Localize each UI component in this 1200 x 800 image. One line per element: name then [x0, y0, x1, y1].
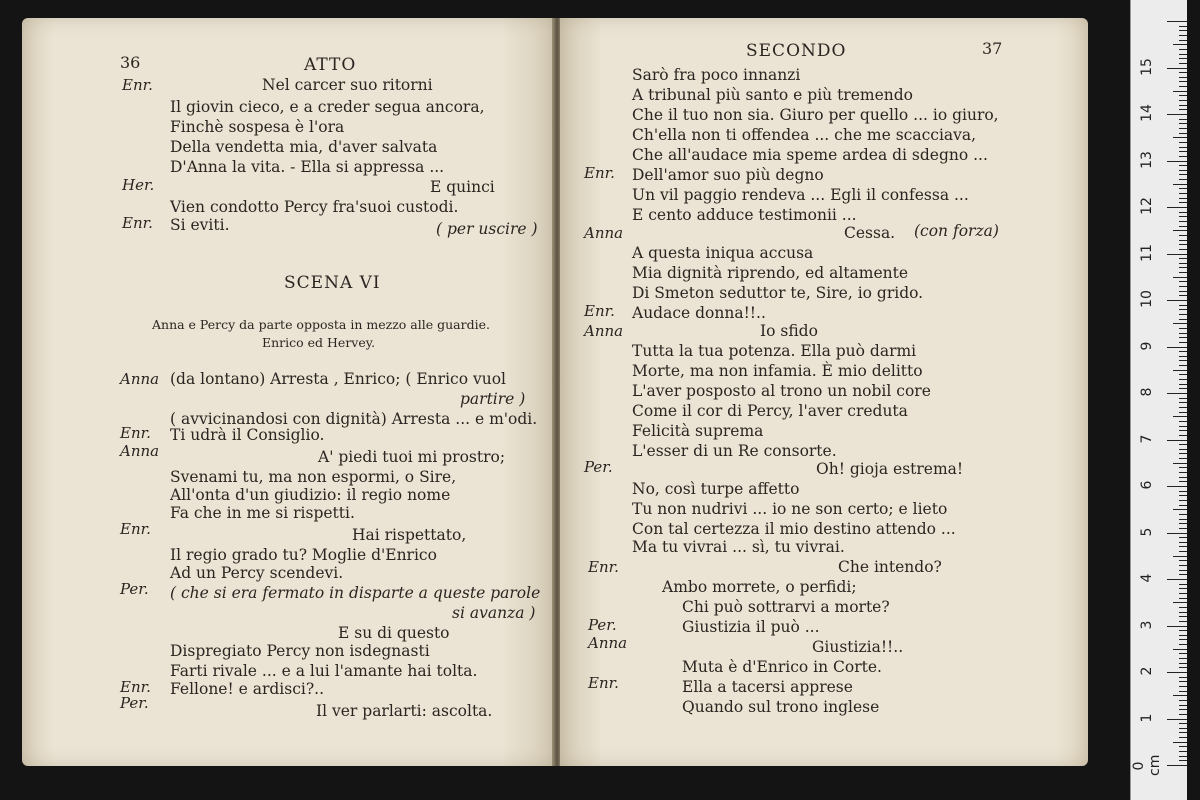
ruler-tick	[1179, 616, 1187, 617]
ruler-tick	[1179, 193, 1187, 194]
ruler-tick	[1179, 379, 1187, 380]
verse-line: No, così turpe affetto	[632, 480, 800, 498]
ruler-tick	[1167, 21, 1187, 22]
verse-line: L'aver posposto al trono un nobil core	[632, 382, 931, 400]
ruler-tick	[1179, 630, 1187, 631]
speaker: Enr.	[120, 424, 151, 442]
ruler-tick	[1173, 695, 1187, 696]
ruler-tick	[1179, 551, 1187, 552]
left-page	[22, 18, 554, 766]
ruler-tick	[1179, 263, 1187, 264]
ruler-tick	[1179, 514, 1187, 515]
verse-line: Dispregiato Percy non isdegnasti	[170, 642, 430, 660]
ruler-number: 12	[1139, 197, 1155, 215]
ruler-tick	[1173, 230, 1187, 231]
ruler-tick	[1179, 756, 1187, 757]
ruler-tick	[1179, 165, 1187, 166]
ruler-tick	[1167, 486, 1187, 487]
ruler-tick	[1179, 574, 1187, 575]
ruler-tick	[1167, 207, 1187, 208]
ruler-tick	[1179, 495, 1187, 496]
ruler-tick	[1179, 342, 1187, 343]
ruler-tick	[1179, 593, 1187, 594]
verse-line: Come il cor di Percy, l'aver creduta	[632, 402, 908, 420]
ruler-number: 1	[1139, 713, 1155, 722]
ruler-tick	[1179, 477, 1187, 478]
speaker: Enr.	[120, 678, 151, 696]
stage-direction: ( per uscire )	[436, 220, 538, 238]
ruler-tick	[1179, 142, 1187, 143]
verse-line: Con tal certezza il mio destino attendo ...	[632, 520, 956, 538]
speaker: Per.	[120, 694, 149, 712]
ruler-tick	[1179, 458, 1187, 459]
ruler-number: 10	[1139, 290, 1155, 308]
ruler-tick	[1179, 95, 1187, 96]
verse-line: Che all'audace mia speme ardea di sdegno ...	[632, 146, 988, 164]
ruler-tick	[1179, 314, 1187, 315]
ruler-tick	[1179, 612, 1187, 613]
ruler-tick	[1179, 537, 1187, 538]
ruler-tick	[1179, 212, 1187, 213]
ruler-tick	[1179, 709, 1187, 710]
ruler-tick	[1179, 588, 1187, 589]
ruler-tick	[1179, 128, 1187, 129]
ruler-tick	[1179, 481, 1187, 482]
running-head: SECONDO	[746, 41, 847, 61]
ruler-number: 4	[1139, 573, 1155, 583]
stage-direction: si avanza )	[452, 604, 536, 622]
ruler-tick	[1179, 244, 1187, 245]
ruler-tick	[1179, 240, 1187, 241]
ruler-tick	[1179, 174, 1187, 175]
ruler-tick	[1179, 500, 1187, 501]
verse-line: Ella a tacersi apprese	[682, 678, 853, 696]
ruler-number: 5	[1139, 527, 1155, 536]
ruler-tick	[1173, 277, 1187, 278]
verse-line: Si eviti.	[170, 216, 230, 234]
ruler-tick	[1179, 374, 1187, 375]
ruler-tick	[1179, 309, 1187, 310]
speaker: Anna	[584, 224, 624, 242]
verse-line: Chi può sottrarvi a morte?	[682, 598, 890, 616]
ruler-tick	[1179, 472, 1187, 473]
stage-direction: (con forza)	[914, 222, 999, 240]
ruler-tick	[1167, 579, 1187, 580]
ruler-tick	[1173, 649, 1187, 650]
verse-line: Giustizia il può ...	[682, 618, 820, 636]
verse-line: E quinci	[430, 178, 495, 196]
verse-line: Tutta la tua potenza. Ella può darmi	[632, 342, 917, 360]
ruler-tick	[1179, 430, 1187, 431]
measurement-ruler	[1130, 0, 1187, 800]
ruler-tick	[1179, 337, 1187, 338]
ruler-tick	[1173, 137, 1187, 138]
ruler-tick	[1167, 161, 1187, 162]
ruler-tick	[1179, 705, 1187, 706]
verse-line: E su di questo	[338, 624, 450, 642]
ruler-tick	[1179, 728, 1187, 729]
running-head: ATTO	[304, 55, 357, 75]
ruler-tick	[1179, 528, 1187, 529]
verse-line: Fellone! e ardisci?..	[170, 680, 325, 698]
ruler-tick	[1179, 691, 1187, 692]
ruler-tick	[1179, 249, 1187, 250]
ruler-tick	[1179, 737, 1187, 738]
ruler-tick	[1179, 700, 1187, 701]
verse-line: Morte, ma non infamia. È mio delitto	[632, 362, 923, 380]
ruler-tick	[1179, 226, 1187, 227]
speaker: Enr.	[588, 674, 619, 692]
verse-line: Ma tu vivrai ... sì, tu vivrai.	[632, 538, 845, 556]
ruler-tick	[1179, 560, 1187, 561]
ruler-tick	[1179, 81, 1187, 82]
ruler-tick	[1179, 388, 1187, 389]
ruler-tick	[1179, 216, 1187, 217]
ruler-number: 2	[1139, 666, 1155, 676]
ruler-tick	[1179, 221, 1187, 222]
ruler-tick	[1179, 188, 1187, 189]
ruler-tick	[1179, 435, 1187, 436]
verse-line: Farti rivale ... e a lui l'amante hai tolta.	[170, 662, 478, 680]
ruler-tick	[1173, 184, 1187, 185]
verse-line: Quando sul trono inglese	[682, 698, 880, 716]
speaker: Anna	[588, 634, 628, 652]
verse-line: Svenami tu, ma non espormi, o Sire,	[170, 468, 457, 486]
ruler-tick	[1179, 570, 1187, 571]
ruler-tick	[1179, 35, 1187, 36]
verse-line: A' piedi tuoi mi prostro;	[318, 448, 506, 466]
ruler-tick	[1167, 68, 1187, 69]
ruler-tick	[1179, 667, 1187, 668]
speaker: Enr.	[584, 302, 615, 320]
ruler-tick	[1179, 426, 1187, 427]
ruler-tick	[1179, 519, 1187, 520]
ruler-tick	[1179, 333, 1187, 334]
ruler-tick	[1179, 398, 1187, 399]
speaker: Enr.	[584, 164, 615, 182]
verse-line: Della vendetta mia, d'aver salvata	[170, 138, 438, 156]
ruler-tick	[1173, 463, 1187, 464]
ruler-tick	[1179, 607, 1187, 608]
verse-line: Oh! gioja estrema!	[816, 460, 964, 478]
ruler-tick	[1179, 356, 1187, 357]
ruler-tick	[1173, 416, 1187, 417]
verse-line: Audace donna!!..	[632, 304, 766, 322]
ruler-tick	[1179, 72, 1187, 73]
stage-direction: partire )	[460, 390, 526, 408]
ruler-unit-label: 0 cm	[1131, 754, 1163, 776]
verse-line: Il regio grado tu? Moglie d'Enrico	[170, 546, 437, 564]
verse-line: Ambo morrete, o perfidi;	[662, 578, 857, 596]
ruler-tick	[1179, 360, 1187, 361]
ruler-number: 9	[1139, 341, 1155, 350]
ruler-number: 14	[1139, 104, 1155, 122]
ruler-number: 8	[1139, 387, 1155, 397]
verse-line: Io sfido	[760, 322, 818, 340]
ruler-tick	[1179, 58, 1187, 59]
ruler-tick	[1167, 254, 1187, 255]
ruler-tick	[1179, 746, 1187, 747]
verse-line: ( avvicinandosi con dignità) Arresta ... e m'odi.	[170, 410, 538, 428]
ruler-tick	[1179, 258, 1187, 259]
verse-line: Giustizia!!..	[812, 638, 904, 656]
verse-line: Finchè sospesa è l'ora	[170, 118, 345, 136]
stage-direction: ( che si era fermato in disparte a queste parole	[170, 584, 541, 602]
ruler-tick	[1179, 760, 1187, 761]
speaker: Per.	[584, 458, 613, 476]
ruler-tick	[1179, 723, 1187, 724]
ruler-tick	[1167, 300, 1187, 301]
stage-direction: Anna e Percy da parte opposta in mezzo alle guardie.	[152, 317, 490, 332]
ruler-tick	[1179, 505, 1187, 506]
verse-line: Ch'ella non ti offendea ... che me scacciava,	[632, 126, 977, 144]
ruler-tick	[1179, 653, 1187, 654]
ruler-tick	[1167, 672, 1187, 673]
ruler-tick	[1179, 365, 1187, 366]
ruler-tick	[1179, 26, 1187, 27]
ruler-tick	[1179, 86, 1187, 87]
verse-line: Fa che in me si rispetti.	[170, 504, 355, 522]
ruler-tick	[1179, 598, 1187, 599]
ruler-tick	[1179, 621, 1187, 622]
ruler-tick	[1179, 77, 1187, 78]
ruler-number: 7	[1139, 434, 1155, 443]
ruler-tick	[1179, 272, 1187, 273]
ruler-number: 3	[1139, 620, 1155, 629]
ruler-tick	[1179, 286, 1187, 287]
ruler-tick	[1179, 421, 1187, 422]
ruler-tick	[1179, 49, 1187, 50]
verse-line: D'Anna la vita. - Ella si appressa ...	[170, 158, 445, 176]
ruler-tick	[1179, 281, 1187, 282]
speaker: Enr.	[122, 76, 153, 94]
ruler-tick	[1179, 681, 1187, 682]
ruler-tick	[1179, 677, 1187, 678]
ruler-tick	[1173, 91, 1187, 92]
ruler-tick	[1179, 714, 1187, 715]
verse-line: Sarò fra poco innanzi	[632, 66, 801, 84]
scene-title: SCENA VI	[284, 273, 381, 293]
ruler-tick	[1179, 40, 1187, 41]
verse-line: Dell'amor suo più degno	[632, 166, 824, 184]
ruler-tick	[1179, 546, 1187, 547]
ruler-tick	[1179, 319, 1187, 320]
ruler-tick	[1167, 114, 1187, 115]
verse-line: Vien condotto Percy fra'suoi custodi.	[170, 198, 459, 216]
ruler-tick	[1179, 351, 1187, 352]
ruler-number: 15	[1139, 57, 1155, 76]
ruler-tick	[1179, 133, 1187, 134]
ruler-tick	[1179, 30, 1187, 31]
ruler-tick	[1179, 491, 1187, 492]
speaker: Her.	[122, 176, 155, 194]
ruler-tick	[1173, 602, 1187, 603]
ruler-tick	[1179, 54, 1187, 55]
speaker: Enr.	[120, 520, 151, 538]
ruler-tick	[1179, 156, 1187, 157]
speaker: Per.	[588, 616, 617, 634]
ruler-tick	[1167, 347, 1187, 348]
ruler-tick	[1179, 384, 1187, 385]
ruler-tick	[1167, 440, 1187, 441]
ruler-tick	[1179, 123, 1187, 124]
open-book	[22, 18, 1088, 774]
ruler-tick	[1179, 686, 1187, 687]
ruler-tick	[1179, 453, 1187, 454]
verse-line: Cessa.	[844, 224, 896, 242]
ruler-tick	[1167, 393, 1187, 394]
ruler-tick	[1173, 370, 1187, 371]
ruler-tick	[1179, 732, 1187, 733]
verse-line: A tribunal più santo e più tremendo	[632, 86, 913, 104]
ruler-tick	[1179, 63, 1187, 64]
ruler-tick	[1179, 565, 1187, 566]
verse-line: Di Smeton seduttor te, Sire, io grido.	[632, 284, 924, 302]
ruler-tick	[1179, 751, 1187, 752]
verse-line: L'esser di un Re consorte.	[632, 442, 837, 460]
verse-line: (da lontano) Arresta , Enrico; ( Enrico vuol	[170, 370, 506, 388]
ruler-number: 13	[1139, 150, 1155, 169]
ruler-tick	[1179, 267, 1187, 268]
verse-line: Il ver parlarti: ascolta.	[316, 702, 493, 720]
ruler-tick	[1179, 198, 1187, 199]
verse-line: Il giovin cieco, e a creder segua ancora,	[170, 98, 485, 116]
ruler-tick	[1179, 105, 1187, 106]
ruler-tick	[1179, 295, 1187, 296]
speaker: Enr.	[588, 558, 619, 576]
ruler-tick	[1173, 44, 1187, 45]
ruler-tick	[1179, 235, 1187, 236]
ruler-tick	[1179, 523, 1187, 524]
verse-line: Mia dignità riprendo, ed altamente	[632, 264, 909, 282]
ruler-tick	[1179, 291, 1187, 292]
ruler-tick	[1179, 402, 1187, 403]
speaker: Per.	[120, 580, 149, 598]
page-number: 37	[982, 39, 1003, 58]
speaker: Anna	[120, 442, 160, 460]
ruler-tick	[1179, 170, 1187, 171]
verse-line: Tu non nudrivi ... io ne son certo; e lieto	[632, 500, 948, 518]
speaker: Anna	[584, 322, 624, 340]
ruler-tick	[1179, 644, 1187, 645]
verse-line: Ad un Percy scendevi.	[170, 564, 344, 582]
verse-line: Che intendo?	[838, 558, 942, 576]
ruler-tick	[1179, 328, 1187, 329]
ruler-number: 11	[1139, 243, 1155, 262]
verse-line: Che il tuo non sia. Giuro per quello ... io giuro,	[632, 106, 999, 124]
stage-direction: Enrico ed Hervey.	[262, 335, 376, 350]
right-page	[560, 18, 1088, 766]
ruler-tick	[1173, 323, 1187, 324]
ruler-tick	[1179, 639, 1187, 640]
ruler-tick	[1167, 626, 1187, 627]
ruler-tick	[1179, 202, 1187, 203]
verse-line: Un vil paggio rendeva ... Egli il confessa ...	[632, 186, 969, 204]
verse-line: Ti udrà il Consiglio.	[170, 426, 325, 444]
verse-line: E cento adduce testimonii ...	[632, 206, 857, 224]
speaker: Anna	[120, 370, 160, 388]
ruler-tick	[1179, 635, 1187, 636]
speaker: Enr.	[122, 214, 153, 232]
verse-line: Muta è d'Enrico in Corte.	[682, 658, 882, 676]
ruler-tick	[1179, 100, 1187, 101]
ruler-tick	[1173, 509, 1187, 510]
ruler-tick	[1179, 467, 1187, 468]
ruler-tick	[1179, 305, 1187, 306]
ruler-tick	[1179, 179, 1187, 180]
ruler-tick	[1179, 147, 1187, 148]
ruler-tick	[1179, 444, 1187, 445]
ruler-number: 6	[1139, 480, 1155, 490]
ruler-tick	[1179, 412, 1187, 413]
ruler-tick	[1179, 407, 1187, 408]
ruler-tick	[1173, 556, 1187, 557]
verse-line: Hai rispettato,	[352, 526, 467, 544]
ruler-tick	[1179, 109, 1187, 110]
ruler-tick	[1179, 449, 1187, 450]
ruler-tick	[1179, 119, 1187, 120]
ruler-tick	[1179, 542, 1187, 543]
page-number: 36	[120, 53, 141, 72]
verse-line: All'onta d'un giudizio: il regio nome	[170, 486, 451, 504]
ruler-tick	[1167, 533, 1187, 534]
ruler-tick	[1173, 742, 1187, 743]
ruler-tick	[1167, 719, 1187, 720]
ruler-tick	[1179, 663, 1187, 664]
ruler-tick	[1179, 584, 1187, 585]
verse-line: A questa iniqua accusa	[632, 244, 814, 262]
verse-line: Nel carcer suo ritorni	[262, 76, 433, 94]
ruler-tick	[1179, 151, 1187, 152]
ruler-tick	[1179, 658, 1187, 659]
verse-line: Felicità suprema	[632, 422, 764, 440]
ruler-tick	[1167, 765, 1187, 766]
